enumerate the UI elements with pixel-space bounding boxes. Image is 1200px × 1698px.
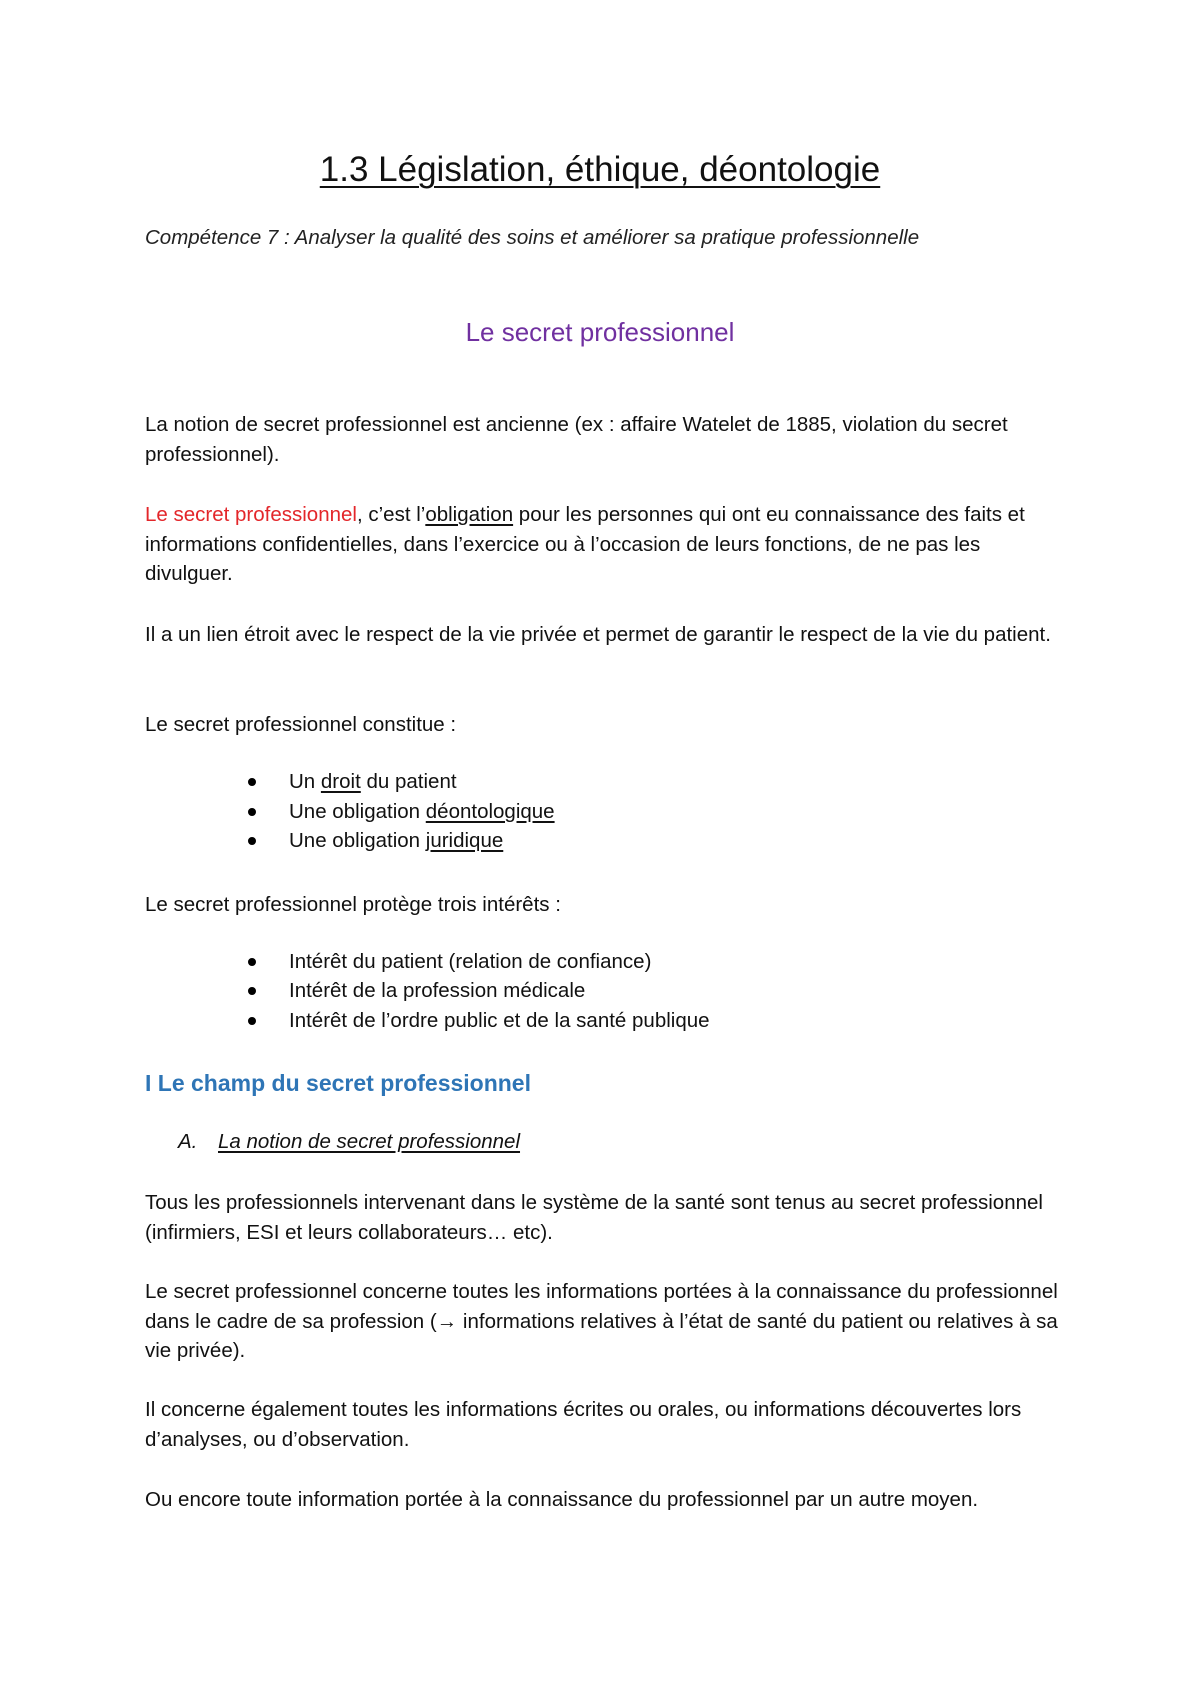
interets-intro: Le secret professionnel protège trois intérêts : — [145, 893, 561, 916]
constitue-intro: Le secret professionnel constitue : — [145, 713, 457, 736]
subheading-letter: A. — [178, 1130, 198, 1153]
item-underlined: juridique — [425, 829, 504, 852]
bullet-icon — [248, 837, 256, 845]
bullet-icon — [248, 958, 256, 966]
item-prefix: Une obligation — [289, 800, 426, 823]
list-item — [248, 950, 651, 974]
item-underlined: droit — [320, 770, 361, 793]
concerne-text-b: informations relatives à l’état de santé du patient ou relatives à sa vie privée). — [145, 1309, 1058, 1362]
item-text: Intérêt de l’ordre public et de la santé publique — [289, 1009, 710, 1032]
professionnels-paragraph: Tous les professionnels intervenant dans le système de la santé sont tenus au secret professionnel (infirmiers, ESI et leurs collaborateurs… etc). — [145, 1191, 1043, 1244]
bullet-icon — [248, 808, 256, 816]
competence-line: Compétence 7 : Analyser la qualité des soins et améliorer sa pratique professionnelle — [145, 226, 920, 249]
item-suffix: du patient — [360, 770, 457, 793]
definition-term: Le secret professionnel — [145, 503, 357, 526]
bullet-icon — [248, 778, 256, 786]
bullet-icon — [248, 1017, 256, 1025]
item-text: Intérêt du patient (relation de confiance) — [289, 950, 652, 973]
heading-champ: I Le champ du secret professionnel — [145, 1070, 531, 1096]
definition-text-a: , c’est l’ — [356, 503, 426, 526]
subheading-text: La notion de secret professionnel — [218, 1130, 521, 1153]
concerne-paragraph — [145, 1277, 1065, 1366]
item-prefix: Un — [289, 770, 321, 793]
section-title: Le secret professionnel — [465, 317, 735, 347]
ecrites-paragraph: Il concerne également toutes les informations écrites ou orales, ou informations découvertes lors d’analyses, ou d’observation. — [145, 1398, 1022, 1451]
item-prefix: Une obligation — [289, 829, 426, 852]
bullet-icon — [248, 987, 256, 995]
list-item — [248, 1009, 710, 1033]
item-text: Intérêt de la profession médicale — [289, 979, 586, 1002]
autre-moyen-paragraph: Ou encore toute information portée à la connaissance du professionnel par un autre moyen. — [145, 1488, 979, 1511]
definition-text-b: pour les personnes qui ont eu connaissance des faits et informations confidentielles, dans l’exercice ou à l’occasion de leurs fonctions, de ne pas les divulguer. — [145, 503, 1025, 585]
list-item — [248, 979, 585, 1003]
list-item — [248, 800, 555, 824]
arrow-right-icon: → — [436, 1309, 458, 1333]
subheading-a — [178, 1130, 520, 1154]
definition-paragraph — [145, 500, 1065, 589]
intro-paragraph: La notion de secret professionnel est ancienne (ex : affaire Watelet de 1885, violation du secret professionnel). — [145, 413, 1008, 466]
item-underlined: déontologique — [425, 800, 555, 823]
concerne-text-a: Le secret professionnel concerne toutes les informations portées à la connaissance du professionnel dans le cadre de sa profession ( — [145, 1280, 1058, 1333]
list-item — [248, 829, 503, 853]
privacy-paragraph: Il a un lien étroit avec le respect de la vie privée et permet de garantir le respect de la vie du patient. — [145, 623, 1051, 646]
obligation-word: obligation — [425, 503, 514, 526]
list-item — [248, 770, 457, 794]
document-title: 1.3 Législation, éthique, déontologie — [319, 150, 881, 189]
